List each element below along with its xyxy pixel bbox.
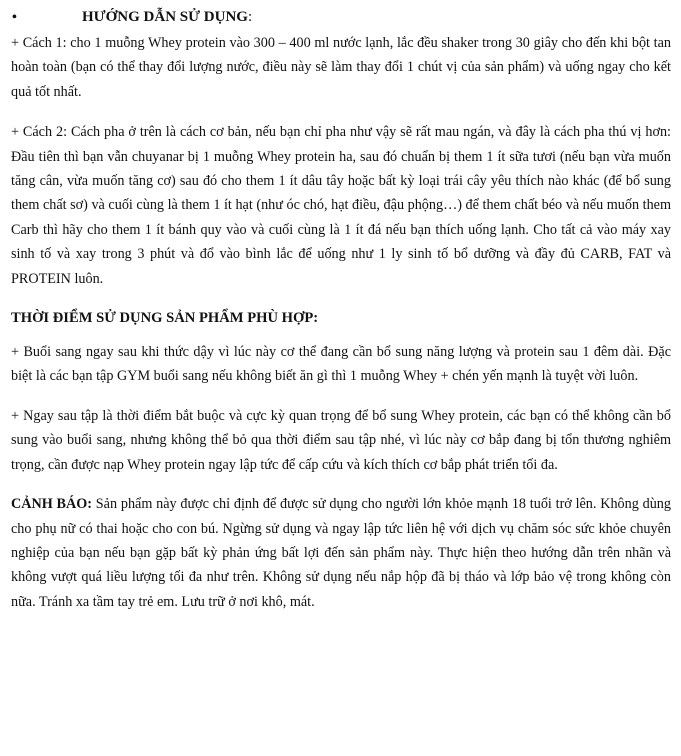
post-workout-paragraph: + Ngay sau tập là thời điểm bắt buộc và cực kỳ quan trọng để bổ sung Whey protein, các bạn có thể không cần bổ sung vào buổi sang, nhưng không thể bỏ qua thời điểm sau tập nhé, vì lúc này cơ bắp đang bị tổn thương nghiêm trọng, cần được nạp Whey protein ngay lập tức để cấp cứu và kích thích cơ bắp phát triển tối đa.: [11, 407, 671, 473]
warning-text: Sản phẩm này được chỉ định để được sử dụng cho người lớn khỏe mạnh 18 tuổi trở lên. Không dùng cho phụ nữ có thai hoặc cho con bú. Ngừng sử dụng và ngay lập tức liên hệ với dịch vụ chăm sóc sức khỏe chuyên nghiệp của bạn nếu bạn gặp bất kỳ phản ứng bất lợi đến sản phẩm này. Thực hiện theo hướng dẫn trên nhãn và không vượt quá liều lượng tối đa như trên. Không sử dụng nếu nắp hộp đã bị tháo và lớp bảo vệ trong không còn nữa. Tránh xa tầm tay trẻ em. Lưu trữ ở nơi khô, mát.: [11, 496, 671, 610]
usage-guide-heading: [11, 6, 671, 29]
warning-paragraph: [11, 492, 671, 614]
method-1-paragraph: + Cách 1: cho 1 muỗng Whey protein vào 300 – 400 ml nước lạnh, lắc đều shaker trong 30 giây cho đến khi bột tan hoàn toàn (bạn có thể thay đổi lượng nước, điều này sẽ làm thay đổi 1 chút vị của sản phẩm) và uống ngay cho kết quả tốt nhất.: [11, 35, 671, 100]
bullet-glyph: •: [12, 10, 17, 25]
method-2-paragraph: + Cách 2: Cách pha ở trên là cách cơ bản, nếu bạn chỉ pha như vậy sẽ rất mau ngán, và đây là cách pha thú vị hơn: Đầu tiên thì bạn vẫn chuyanar bị 1 muỗng Whey protein ha, sau đó chuẩn bị them 1 ít sữa tươi (nếu bạn vừa muốn tăng cân, vừa muốn tăng cơ) sau đó cho them 1 ít dâu tây hoặc bất kỳ loại trái cây yêu thích nào khác (để bổ sung them chất sơ) và cuối cùng là them 1 ít hạt (như óc chó, hạt điều, đậu phộng…) để them chất béo và nếu muốn them Carb thì hãy cho them 1 ít bánh quy vào và cuối cùng là 1 ít đá nếu bạn thích uống lạnh. Cho tất cả vào máy xay sinh tố và xay trong 3 phút và đổ vào bình lắc để uống như 1 ly sinh tố bổ dưỡng và đầy đủ CARB, FAT và PROTEIN luôn.: [11, 124, 671, 287]
morning-paragraph: + Buổi sang ngay sau khi thức dậy vì lúc này cơ thể đang cần bổ sung năng lượng và protein sau 1 đêm dài. Đặc biệt là các bạn tập GYM buổi sang nếu không biết ăn gì thì 1 muỗng Whey + chén yến mạnh là tuyệt vời luôn.: [11, 344, 671, 385]
usage-guide-title: HƯỚNG DẪN SỬ DỤNG: [82, 9, 248, 25]
warning-label: CẢNH BÁO:: [11, 496, 93, 513]
usage-guide-colon: :: [247, 9, 253, 25]
timing-heading: THỜI ĐIỂM SỬ DỤNG SẢN PHẨM PHÙ HỢP:: [11, 310, 319, 327]
